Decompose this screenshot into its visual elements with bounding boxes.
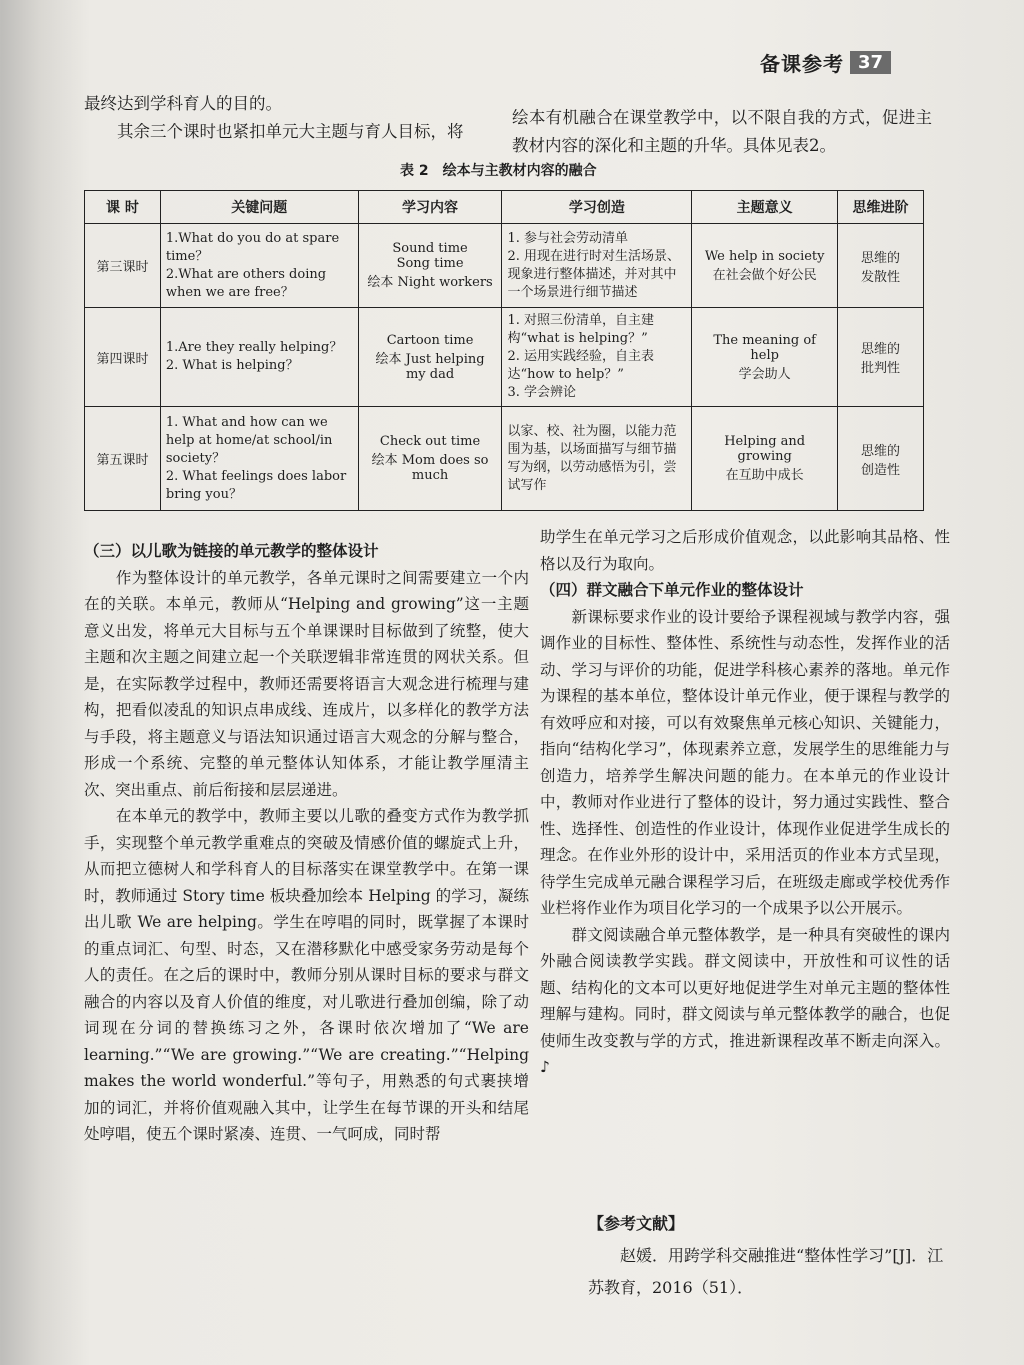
references <box>588 1208 948 1304</box>
table-caption: 表 2 绘本与主教材内容的融合 <box>400 163 597 179</box>
cell-learning-creation: 1. 参与社会劳动清单 2. 用现在进行时对生活场景、现象进行整体描述，并对其中一个场景进行细节描述 <box>502 224 692 308</box>
page-header <box>760 48 891 77</box>
cell-period: 第三课时 <box>85 224 161 308</box>
integration-table <box>84 190 924 511</box>
table-row <box>85 308 924 407</box>
section-4-paragraph-1: 新课标要求作业的设计要给予课程视域与教学内容，强调作业的目标性、整体性、系统性与动态性，发挥作业的活动、学习与评价的功能，促进学科核心素养的落地。单元作为课程的基本单位，整体设计单元作业，便于课程与教学的有效呼应和对接，可以有效聚焦单元核心知识、关键能力，指向“结构化学习”，体现素养立意，发展学生的思维能力与创造力，培养学生解决问题的能力。在本单元的作业设计中，教师对作业进行了整体的设计，努力通过实践性、整合性、选择性、创造性的作业设计，体现作业促进学生成长的理念。在作业外形的设计中，采用活页的作业本方式呈现，待学生完成单元融合课程学习后，在班级走廊或学校优秀作业栏将作业作为项目化学习的一个成果予以公开展示。 <box>540 607 950 917</box>
cell-period: 第四课时 <box>85 308 161 407</box>
right-column-continuation: 助学生在单元学习之后形成价值观念，以此影响其品格、性格以及行为取向。 <box>540 528 950 573</box>
th-learning-creation: 学习创造 <box>502 191 692 224</box>
cell-learning-content: Check out time 绘本 Mom does so much <box>358 407 502 511</box>
cell-key-question: 1.Are they really helping？ 2. What is helping？ <box>160 308 358 407</box>
cell-period: 第五课时 <box>85 407 161 511</box>
cell-learning-creation: 1. 对照三份清单，自主建构“what is helping？” 2. 运用实践经验，自主表达“how to help？” 3. 学会辨论 <box>502 308 692 407</box>
th-learning-content: 学习内容 <box>358 191 502 224</box>
left-top-text: 最终达到学科育人的目的。 其余三个课时也紧扣单元大主题与育人目标，将 <box>84 94 464 141</box>
table-row <box>85 224 924 308</box>
th-thinking-progress: 思维进阶 <box>838 191 924 224</box>
reference-item: 赵媛．用跨学科交融推进“整体性学习”[J]．江苏教育，2016（51）． <box>588 1246 944 1297</box>
cell-thinking-progress: 思维的 发散性 <box>838 224 924 308</box>
right-column <box>540 524 950 1081</box>
header-label: 备课参考 <box>760 52 844 76</box>
section-4-title: （四）群文融合下单元作业的整体设计 <box>540 581 804 599</box>
th-theme-meaning: 主题意义 <box>692 191 838 224</box>
section-4-paragraph-2: 群文阅读融合单元整体教学，是一种具有突破性的课内外融合阅读教学实践。群文阅读中，开放性和可议性的话题、结构化的文本可以更好地促进学生对单元主题的整体性理解与建构。同时，群文阅读与单元整体教学的融合，也促使师生改变教与学的方式，推进新课程改革不断走向深入。♪ <box>540 925 950 1076</box>
cell-learning-content: Cartoon time 绘本 Just helping my dad <box>358 308 502 407</box>
cell-learning-content: Sound time Song time 绘本 Night workers <box>358 224 502 308</box>
cell-learning-creation: 以家、校、社为圈，以能力范围为基，以场面描写与细节描写为纲，以劳动感悟为引，尝试写作 <box>502 407 692 511</box>
cell-key-question: 1. What and how can we help at home/at school/in society？ 2. What feelings does labor bring you？ <box>160 407 358 511</box>
section-3-title: （三）以儿歌为链接的单元教学的整体设计 <box>84 542 379 560</box>
section-3-paragraph-1: 作为整体设计的单元教学，各单元课时之间需要建立一个内在的关联。本单元，教师从“Helping and growing”这一主题意义出发，将单元大目标与五个单课课时目标做到了统整，使大主题和次主题之间建立起一个关联逻辑非常连贯的网状关系。但是，在实际教学过程中，教师还需要将语言大观念进行梳理与建构，把看似凌乱的知识点串成线、连成片，以多样化的教学方法与手段，将主题意义与语法知识通过语言大观念的分解与整合，形成一个系统、完整的单元整体认知体系，才能让教学厘清主次、突出重点、前后衔接和层层递进。 <box>84 568 529 799</box>
table-header-row <box>85 191 924 224</box>
right-top-text: 绘本有机融合在课堂教学中，以不限自我的方式，促进主教材内容的深化和主题的升华。具体见表2。 <box>512 108 932 155</box>
document-page <box>40 0 1024 1365</box>
cell-theme-meaning: Helping and growing 在互助中成长 <box>692 407 838 511</box>
cell-thinking-progress: 思维的 批判性 <box>838 308 924 407</box>
cell-thinking-progress: 思维的 创造性 <box>838 407 924 511</box>
cell-theme-meaning: The meaning of help 学会助人 <box>692 308 838 407</box>
cell-theme-meaning: We help in society 在社会做个好公民 <box>692 224 838 308</box>
th-period: 课 时 <box>85 191 161 224</box>
section-3-paragraph-2: 在本单元的教学中，教师主要以儿歌的叠变方式作为教学抓手，实现整个单元教学重难点的突破及情感价值的螺旋式上升，从而把立德树人和学科育人的目标落实在课堂教学中。在第一课时，教师通过 Story time 板块叠加绘本 Helping 的学习，凝练出儿歌 We are helping。学生在哼唱的同时，既掌握了本课时的重点词汇、句型、时态，又在潜移默化中感受家务劳动是每个人的责任。在之后的课时中，教师分别从课时目标的要求与群文融合的内容以及育人价值的维度，对儿歌进行叠加创编，除了动词现在分词的替换练习之外，各课时依次增加了“We are learning.”“We are growing.”“We are creating.”“Helping makes the world wonderful.”等句子，用熟悉的句式裹挟增加的词汇，并将价值观融入其中，让学生在每节课的开头和结尾处哼唱，使五个课时紧凑、连贯、一气呵成，同时帮 <box>84 807 529 1143</box>
page-number: 37 <box>850 51 891 74</box>
left-column <box>84 538 529 1148</box>
table-row <box>85 407 924 511</box>
cell-key-question: 1.What do you do at spare time？ 2.What are others doing when we are free？ <box>160 224 358 308</box>
th-key-question: 关键问题 <box>160 191 358 224</box>
references-title: 【参考文献】 <box>588 1214 685 1233</box>
